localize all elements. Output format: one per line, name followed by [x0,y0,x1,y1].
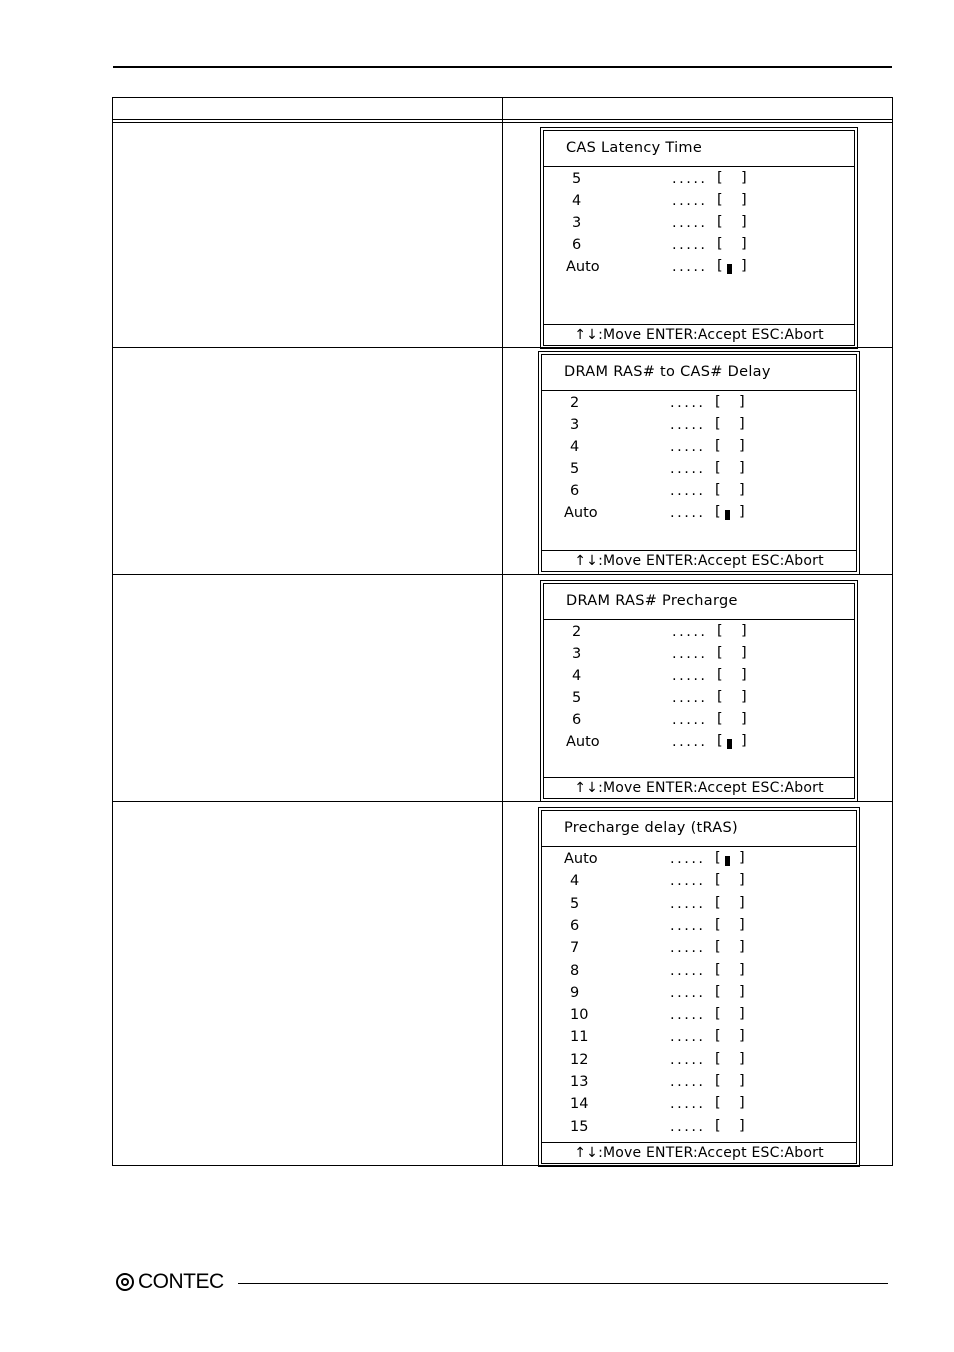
option-item[interactable]: 6 ..... [ ] [572,236,747,253]
option-leader-dots: ..... [670,940,706,957]
option-label: 3 [572,646,582,662]
option-leader-dots: ..... [670,417,706,433]
option-item[interactable]: Auto ..... [ ] [566,258,747,275]
option-item[interactable]: 11 ..... [ ] [570,1028,745,1046]
option-item[interactable]: 4 ..... [ ] [572,192,747,209]
option-label: 6 [572,712,582,728]
option-item[interactable]: Auto ..... [ ] [564,850,745,867]
screen-cell [503,575,893,802]
option-label: 6 [570,483,580,499]
option-leader-dots: ..... [672,215,708,231]
option-item[interactable]: 5 ..... [ ] [572,170,747,187]
option-label: 4 [570,873,580,890]
option-item[interactable]: 3 ..... [ ] [572,214,747,231]
option-label: 5 [572,690,582,706]
option-leader-dots: ..... [672,712,708,728]
option-leader-dots: ..... [670,505,706,521]
option-item[interactable]: 5 ..... [ ] [570,460,745,477]
option-item[interactable]: 9 ..... [ ] [570,983,745,1001]
option-leader-dots: ..... [672,668,708,684]
option-leader-dots: ..... [672,193,708,209]
option-item[interactable]: 6 ..... [ ] [570,916,745,934]
option-item[interactable]: 2 ..... [ ] [572,623,747,640]
option-label: 6 [570,917,580,934]
option-item[interactable]: 5 ..... [ ] [572,689,747,706]
option-item[interactable]: 4 ..... [ ] [570,872,745,890]
option-leader-dots: ..... [672,259,708,275]
option-item[interactable]: 15 ..... [ ] [570,1117,745,1135]
selected-cursor-icon [727,264,732,274]
description-cell [113,802,503,1166]
option-item[interactable]: 2 ..... [ ] [570,394,745,411]
option-leader-dots: ..... [670,917,706,934]
option-item[interactable]: Auto ..... [ ] [566,733,747,750]
option-item[interactable]: 4 ..... [ ] [572,667,747,684]
table-row [113,575,893,802]
option-leader-dots: ..... [670,1007,706,1024]
description-cell [113,348,503,575]
option-leader-dots: ..... [670,483,706,499]
option-item[interactable]: 14 ..... [ ] [570,1095,745,1113]
header-rule [113,66,892,68]
option-label: 14 [570,1096,589,1113]
option-item[interactable]: 6 ..... [ ] [570,482,745,499]
option-item[interactable]: 4 ..... [ ] [570,438,745,455]
option-label: 12 [570,1051,589,1068]
option-leader-dots: ..... [670,984,706,1001]
screen-cell [503,348,893,575]
option-label: 7 [570,940,580,957]
ras-precharge-popup [543,583,855,799]
popup-key-help: ↑↓:Move ENTER:Accept ESC:Abort [544,777,854,798]
table-header-screen [503,98,893,120]
option-leader-dots: ..... [672,690,708,706]
contec-logo-text: CONTEC [138,1270,224,1293]
screen-cell [503,802,893,1166]
option-leader-dots: ..... [670,895,706,912]
option-item[interactable]: 7 ..... [ ] [570,939,745,957]
option-label: Auto [564,505,598,521]
option-label: 5 [570,461,580,477]
ras-to-cas-delay-popup [541,354,857,572]
table-row [113,123,893,348]
option-leader-dots: ..... [670,1118,706,1135]
contec-logo-icon [116,1273,134,1291]
option-label: 5 [572,171,582,187]
option-label: 2 [570,395,580,411]
description-cell [113,123,503,348]
popup-title: Precharge delay (tRAS) [542,811,856,847]
selected-cursor-icon [725,856,730,866]
footer-rule [238,1283,888,1284]
table-row [113,802,893,1166]
option-label: 4 [572,668,582,684]
option-leader-dots: ..... [672,171,708,187]
option-item[interactable]: 12 ..... [ ] [570,1050,745,1068]
option-leader-dots: ..... [670,1029,706,1046]
option-label: 2 [572,624,582,640]
option-leader-dots: ..... [670,962,706,979]
option-leader-dots: ..... [672,237,708,253]
popup-key-help: ↑↓:Move ENTER:Accept ESC:Abort [542,1142,856,1163]
option-leader-dots: ..... [672,646,708,662]
selected-cursor-icon [727,739,732,749]
option-leader-dots: ..... [670,851,706,867]
table-header-item [113,98,503,120]
option-item[interactable]: 5 ..... [ ] [570,894,745,912]
option-item[interactable]: 8 ..... [ ] [570,961,745,979]
option-label: Auto [566,734,600,750]
option-label: 4 [570,439,580,455]
option-leader-dots: ..... [670,1074,706,1090]
option-item[interactable]: 3 ..... [ ] [572,645,747,662]
option-label: 13 [570,1074,589,1090]
option-leader-dots: ..... [670,395,706,411]
option-label: 6 [572,237,582,253]
option-label: 4 [572,193,582,209]
cas-latency-popup [543,130,855,346]
option-leader-dots: ..... [670,461,706,477]
option-label: 8 [570,962,580,979]
option-label: 15 [570,1118,589,1135]
option-leader-dots: ..... [670,439,706,455]
bios-settings-table [112,97,893,1166]
option-label: 10 [570,1007,589,1024]
description-cell [113,575,503,802]
table-row [113,348,893,575]
option-leader-dots: ..... [670,1096,706,1113]
option-leader-dots: ..... [672,624,708,640]
selected-cursor-icon [725,510,730,520]
option-leader-dots: ..... [670,873,706,890]
table-header-row [113,98,893,120]
option-item[interactable]: 6 ..... [ ] [572,711,747,728]
option-item[interactable]: 3 ..... [ ] [570,416,745,433]
precharge-delay-popup [541,810,857,1164]
option-label: 11 [570,1029,589,1046]
popup-key-help: ↑↓:Move ENTER:Accept ESC:Abort [542,550,856,571]
option-leader-dots: ..... [672,734,708,750]
option-label: 9 [570,984,580,1001]
option-item[interactable]: 10 ..... [ ] [570,1006,745,1024]
option-leader-dots: ..... [670,1051,706,1068]
screen-cell [503,123,893,348]
contec-logo [116,1270,224,1294]
option-label: 5 [570,895,580,912]
option-label: 3 [570,417,580,433]
option-label: 3 [572,215,582,231]
option-item[interactable]: 13 ..... [ ] [570,1073,745,1090]
popup-title: DRAM RAS# to CAS# Delay [542,355,856,391]
popup-title: DRAM RAS# Precharge [544,584,854,620]
option-item[interactable]: Auto ..... [ ] [564,504,745,521]
option-label: Auto [566,259,600,275]
option-label: Auto [564,851,598,867]
popup-key-help: ↑↓:Move ENTER:Accept ESC:Abort [544,324,854,345]
popup-title: CAS Latency Time [544,131,854,167]
